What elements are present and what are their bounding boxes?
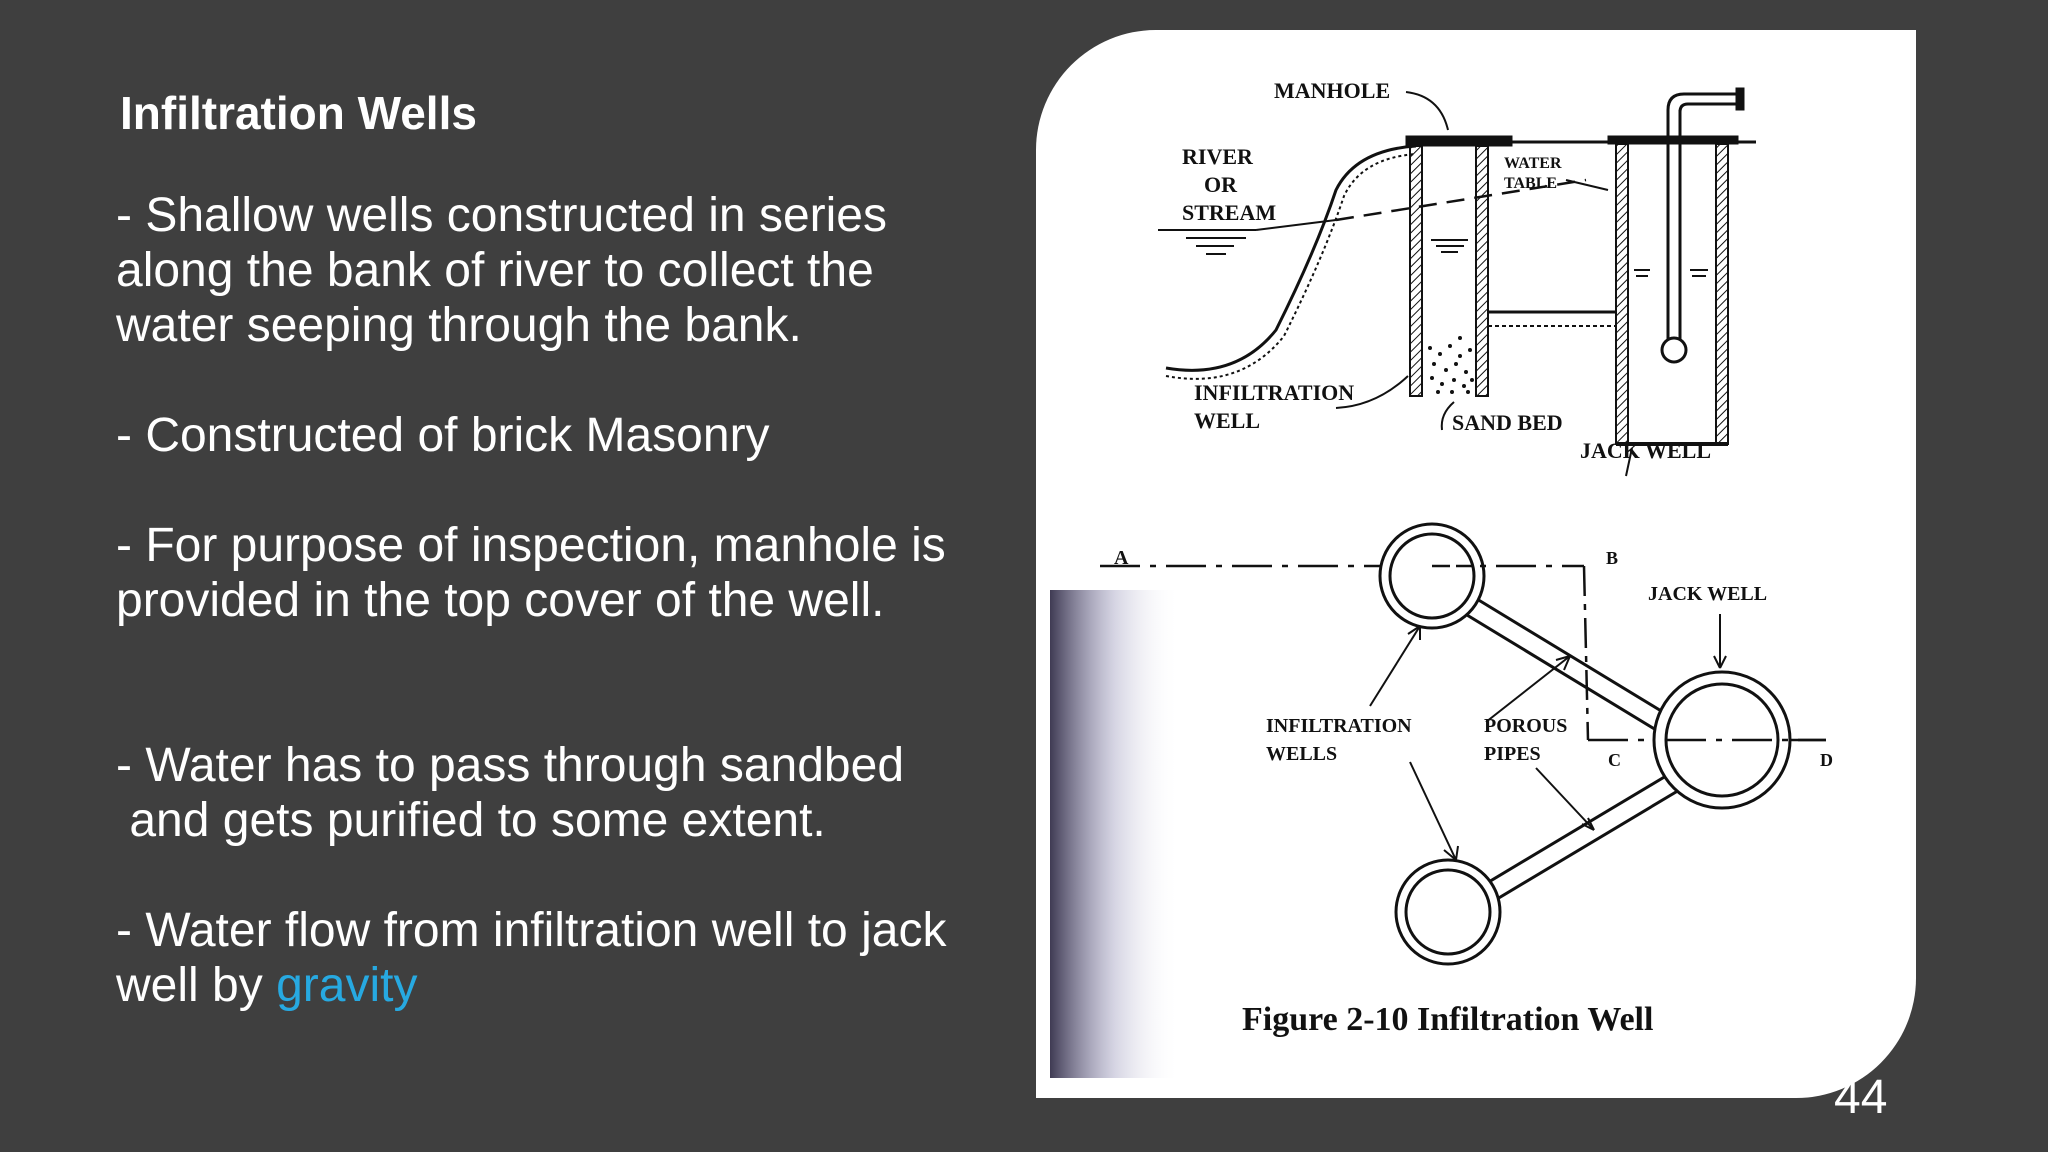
label-manhole: MANHOLE [1274, 78, 1391, 103]
label-sand-bed: SAND BED [1452, 410, 1563, 435]
bullet-gravity-flow [116, 903, 1016, 1013]
bullet-list [116, 188, 1016, 1013]
infiltration-well-lower-inner [1406, 870, 1490, 954]
jack-well-left-wall [1616, 144, 1628, 444]
bullet-manhole-inspection: - For purpose of inspection, manhole is provided in the top cover of the well. [116, 519, 946, 627]
label-point-b: B [1606, 548, 1619, 568]
scan-shadow [1050, 590, 1180, 1078]
bullet-gravity-text: - Water flow from infiltration well to jack well by [116, 904, 947, 1012]
infiltration-wells-leader-down [1410, 762, 1456, 860]
label-stream: STREAM [1182, 200, 1277, 225]
infiltration-well-left-wall [1410, 146, 1422, 396]
label-jack-well-plan: JACK WELL [1648, 583, 1768, 605]
section-line-bc [1584, 566, 1588, 740]
porous-pipe-lower-b [1482, 786, 1686, 908]
figure-card [1036, 30, 1916, 1098]
label-well: WELL [1194, 408, 1261, 433]
bullet-sandbed: - Water has to pass through sandbed and gets purified to some extent. [116, 739, 905, 847]
delivery-pipe [1668, 94, 1736, 110]
label-porous: POROUS [1484, 715, 1568, 737]
label-point-a: A [1114, 547, 1129, 569]
jack-well-cover [1608, 136, 1738, 144]
label-table: TABLE [1504, 175, 1558, 192]
water-table-leader [1566, 180, 1608, 190]
sand-bed-fill [1428, 336, 1474, 394]
label-point-c: C [1608, 750, 1621, 770]
label-pipes: PIPES [1484, 743, 1541, 765]
manhole-leader [1406, 92, 1448, 130]
strainer [1662, 338, 1686, 362]
bullet-shallow-wells: - Shallow wells constructed in series along the bank of river to collect the water seeping through the bank. [116, 189, 887, 352]
manhole-cover [1406, 136, 1512, 146]
infiltration-well-figure [1036, 30, 1916, 1098]
porous-pipe-lower-a [1472, 770, 1676, 892]
infiltration-well-right-wall [1476, 146, 1488, 396]
infiltration-well-upper-inner [1390, 534, 1474, 618]
label-or: OR [1204, 172, 1237, 197]
label-infiltration-wells: INFILTRATION [1266, 715, 1412, 737]
slide-title: Infiltration Wells [120, 87, 477, 139]
porous-pipe-upper-a [1472, 596, 1676, 720]
label-wells: WELLS [1266, 743, 1338, 765]
figure-caption: Figure 2-10 Infiltration Well [1242, 1001, 1654, 1038]
label-jack-well-section: JACK WELL [1580, 438, 1712, 463]
label-infiltration: INFILTRATION [1194, 380, 1355, 405]
jack-well-right-wall [1716, 144, 1728, 444]
label-water: WATER [1504, 155, 1562, 172]
label-river: RIVER [1182, 144, 1253, 169]
porous-pipes-leader-down [1536, 768, 1594, 830]
slide-number: 44 [1834, 1071, 1888, 1124]
bullet-brick-masonry: - Constructed of brick Masonry [116, 409, 770, 462]
porous-pipes-leader-up [1486, 656, 1570, 722]
gravity-link[interactable]: gravity [276, 959, 418, 1012]
label-point-d: D [1820, 750, 1833, 770]
infiltration-wells-leader-up [1370, 626, 1420, 706]
